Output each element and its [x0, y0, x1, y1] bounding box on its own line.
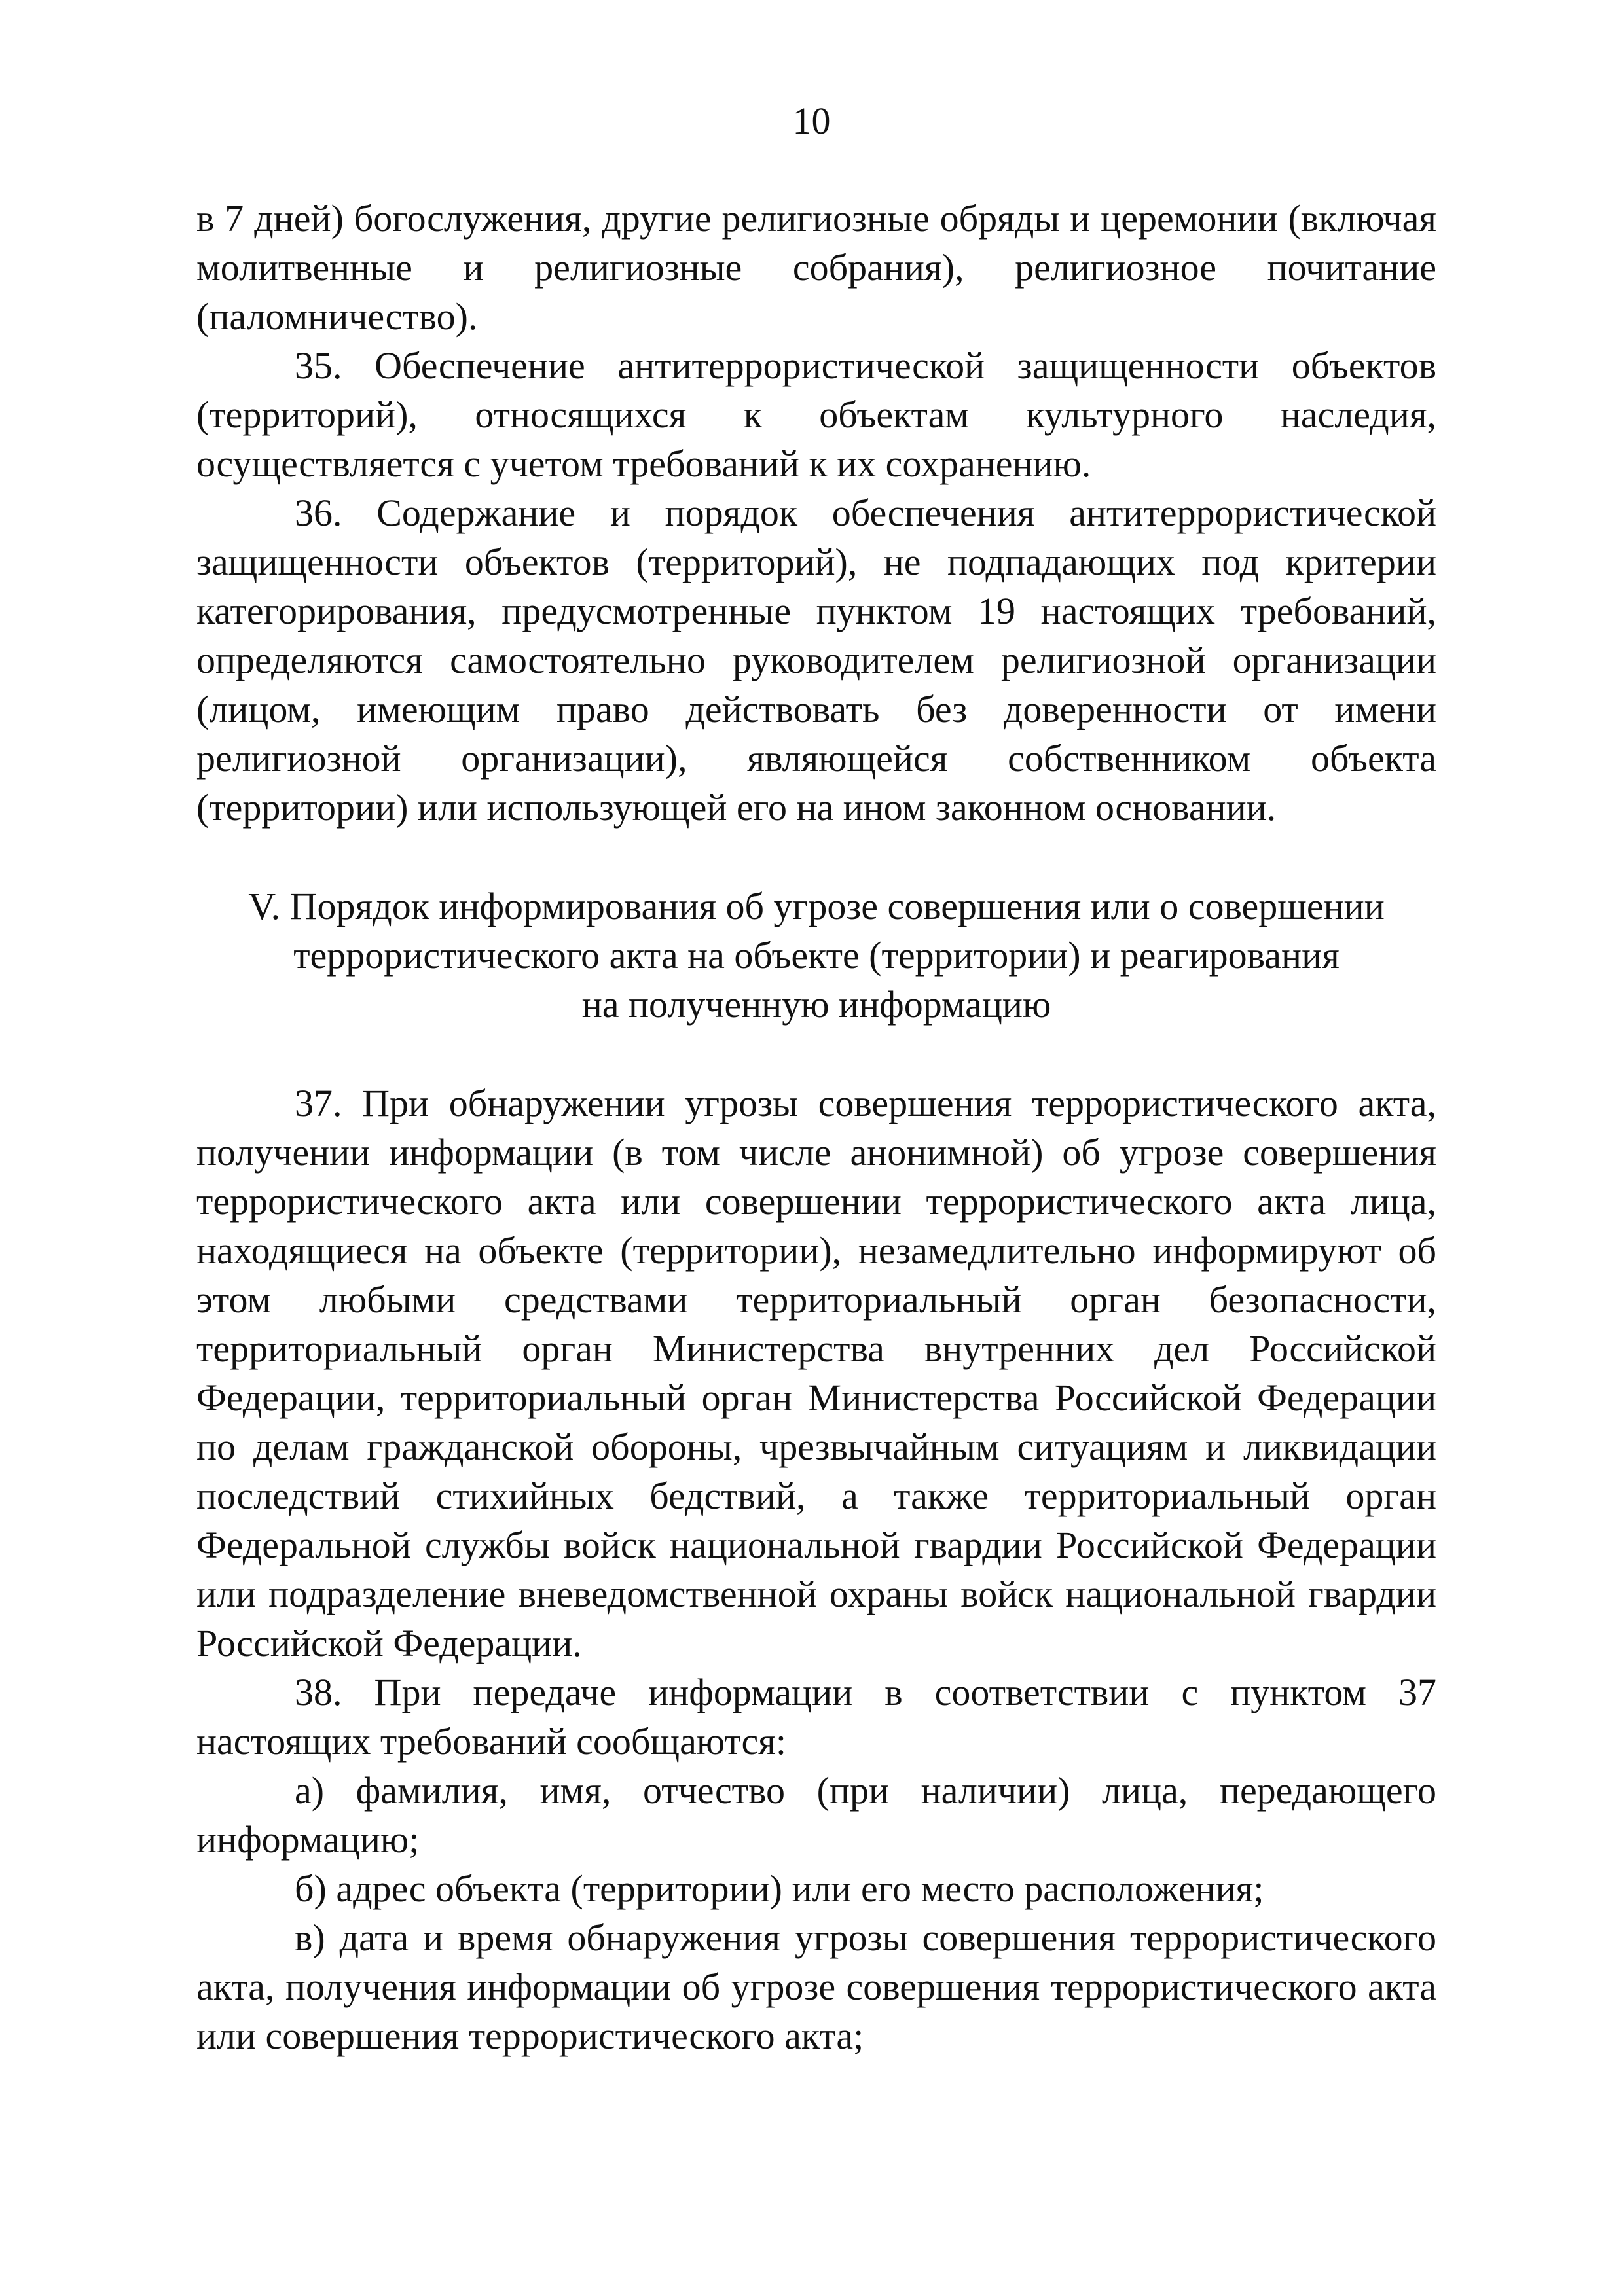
section-heading-line: V. Порядок информирования об угрозе совершения или о совершении: [248, 885, 1385, 927]
list-item-v: в) дата и время обнаружения угрозы совершения террористического акта, получения информации об угрозе совершения террористического акта или совершения террористического акта;: [196, 1916, 1436, 2057]
paragraph-35: 35. Обеспечение антитеррористической защищенности объектов (территорий), относящихся к объектам культурного наследия, осуществляется с учетом требований к их сохранению.: [196, 344, 1436, 485]
list-item-a: а) фамилия, имя, отчество (при наличии) лица, передающего информацию;: [196, 1769, 1436, 1861]
paragraph-37: 37. При обнаружении угрозы совершения террористического акта, получении информации (в том числе анонимной) об угрозе совершения террористического акта или совершении террористического акта лица, находящиеся на объекте (территории), незамедлительно информируют об этом любыми средствами территориальный орган безопасности, территориальный орган Министерства внутренних дел Российской Федерации, территориальный орган Министерства Российской Федерации по делам гражданской обороны, чрезвычайным ситуациям и ликвидации последствий стихийных бедствий, а также территориальный орган Федеральной службы войск национальной гвардии Российской Федерации или подразделение вневедомственной охраны войск национальной гвардии Российской Федерации.: [196, 1082, 1436, 1664]
section-heading-line: террористического акта на объекте (территории) и реагирования: [293, 934, 1340, 977]
list-item-b: б) адрес объекта (территории) или его место расположения;: [295, 1867, 1264, 1910]
paragraph-36: 36. Содержание и порядок обеспечения антитеррористической защищенности объектов (территорий), не подпадающих под критерии категорирования, предусмотренные пунктом 19 настоящих требований, определяются самостоятельно руководителем религиозной организации (лицом, имеющим право действовать без доверенности от имени религиозной организации), являющейся собственником объекта (территории) или использующей его на ином законном основании.: [196, 492, 1436, 829]
page-number: 10: [792, 99, 831, 142]
section-heading-line: на полученную информацию: [581, 983, 1051, 1026]
paragraph-continuation: в 7 дней) богослужения, другие религиозные обряды и церемонии (включая молитвенные и религиозные собрания), религиозное почитание (паломничество).: [196, 197, 1436, 338]
section-heading: [236, 882, 1397, 1029]
paragraph-38: 38. При передаче информации в соответствии с пунктом 37 настоящих требований сообщаются:: [196, 1671, 1436, 1763]
document-body: [196, 194, 1436, 2060]
